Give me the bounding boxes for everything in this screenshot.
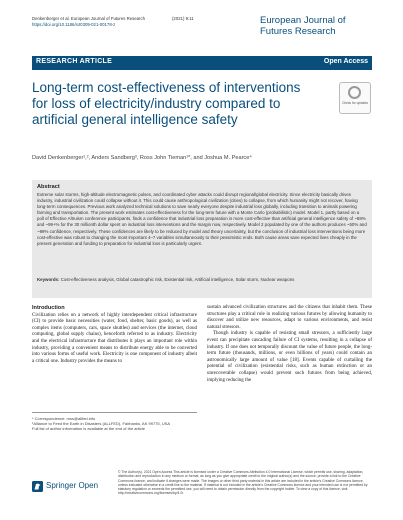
publisher-logo: [32, 480, 112, 494]
author-info-note: Full list of author information is available at the end of the article: [32, 426, 145, 431]
article-banner: [32, 56, 372, 70]
citation-date: (2021) 9:11: [172, 16, 194, 21]
license-text: © The Author(s). 2021 Open Access This article is licensed under a Creative Commons Attribution 4.0 International License, which permits use, sharing, adaptation, distribution and reproduction in any medium or format, as long as you give appropriate credit to the original author(s) and the source, provide a link to the Creative Commons licence, and indicate if changes were made. The images or other third party material in this article are included in the article's Creative Commons licence, unless indicated otherwise in a credit line to the material. If material is not included in the article's Creative Commons licence and your intended use is not permitted by statutory regulation or exceeds the permitted use, you will need to obtain permission directly from the copyright holder. To view a copy of this licence, visit http://creativecommons.org/licenses/by/4.0/.: [118, 470, 368, 496]
open-access-badge: Open Access: [323, 58, 368, 65]
article-type: RESEARCH ARTICLE: [36, 58, 113, 65]
keywords-label: Keywords:: [37, 277, 60, 282]
page-header: [32, 10, 372, 46]
springer-horse-icon: [32, 481, 43, 492]
affiliation: ¹Alliance to Feed the Earth in Disasters (ALLFED), Fairbanks, AK 99775, USA: [32, 421, 171, 426]
correspondence-note: [32, 412, 197, 431]
paragraph: Though industry is capable of resisting small stressors, a sufficiently large event can precipitate cascading failure of CI systems, resulting in a collapse of industry. If one does not temporally discount the value of future people, the long-term future (thousands, millions, or even billions of years) could contain an astronomically large amount of value [18]. Events capable of curtailing the potential of civilization (existential risks, such as human extinction or an unrecoverable collapse) would prevent such futures from being achieved, implying reducing the: [207, 331, 372, 383]
citation: [32, 16, 272, 28]
author-list: David Denkenberger¹,², Anders Sandberg³, Ross John Tieman¹*, and Joshua M. Pearce⁴: [32, 155, 252, 161]
update-label: Check for updates: [342, 101, 368, 105]
intro-paragraph: Civilization relies on a network of highly interdependent critical infrastructure (CI) to provide basic necessities (water, food, shelter, basic goods), as well as complex items (computers, cars, space shuttles) and services (the internet, cloud computing, global supply chains), henceforth referred to as industry. Electricity and the electrical infrastructure that distributes it plays an important role within industry, providing a convenient means to distribute energy able to be converted into various forms of useful work. Electricity is one component of industry albeit a critical one. Industry provides the means to: [32, 312, 197, 364]
keywords-text: Cost-effectiveness analysis, Global catastrophic risk, Existential risk, Artificial intelligence, Solar storm, Nuclear weapons: [60, 277, 295, 282]
update-icon: [348, 86, 361, 99]
paragraph: sustain advanced civilization structures and the citizens that inhabit them. These structures play a critical role in realizing various futures by allowing humanity to discover and utilize new resources, adapt to various environments, and resist natural stressors.: [207, 305, 372, 330]
article-title: Long-term cost-effectiveness of interventions for loss of electricity/industry compared to artificial general intelligence safety: [32, 80, 301, 127]
keywords: [37, 277, 367, 283]
abstract-body: Extreme solar storms, high-altitude electromagnetic pulses, and coordinated cyber attacks could disrupt regional/global electricity. Since electricity basically drives industry, industrial civilization could collapse without it. This could cause anthropological civilization (cities) to collapse, from which humanity might not recover, having long-term consequences. Previous work analyzed technical solutions to save nearly everyone despite industrial loss globally, including transition to animals powering farming and transportation. The present work estimates cost-effectiveness for the long-term future with a Monte Carlo (probabilistic) model. Model 1, partly based on a poll of Effective Altruism conference participants, finds a confidence that industrial loss preparation is more cost-effective than artificial general intelligence safety of ~88% and ~99+% for the 30 millionth dollar spent on industrial loss interventions and the margin now, respectively. Model 2 populated by one of the authors produces ~50% and ~99% confidence, respectively. These confidences are likely to be reduced by model and theory uncertainty, but the conclusion of industrial loss interventions being more cost-effective was robust to changing the most important 4–7 variables simultaneously to their pessimistic ends. Both cause areas save expected lives cheaply in the present generation and funding to preparation for industrial loss is particularly urgent.: [37, 192, 367, 246]
doi-link[interactable]: https://doi.org/10.1186/s40309-021-00178-z: [32, 22, 116, 27]
section-heading: Introduction: [32, 305, 65, 311]
citation-line: Denkenberger et al. European Journal of Futures Research: [32, 16, 145, 21]
publisher-name: Springer Open: [46, 481, 99, 490]
abstract-heading: Abstract: [37, 184, 60, 190]
journal-name: European Journal of Futures Research: [260, 15, 346, 37]
abstract-box: [32, 180, 372, 298]
right-column: [207, 305, 372, 384]
check-for-updates-button[interactable]: [339, 82, 371, 114]
left-column: [32, 305, 197, 365]
correspondence-email: * Correspondence: ross@allfed.info: [32, 416, 96, 421]
